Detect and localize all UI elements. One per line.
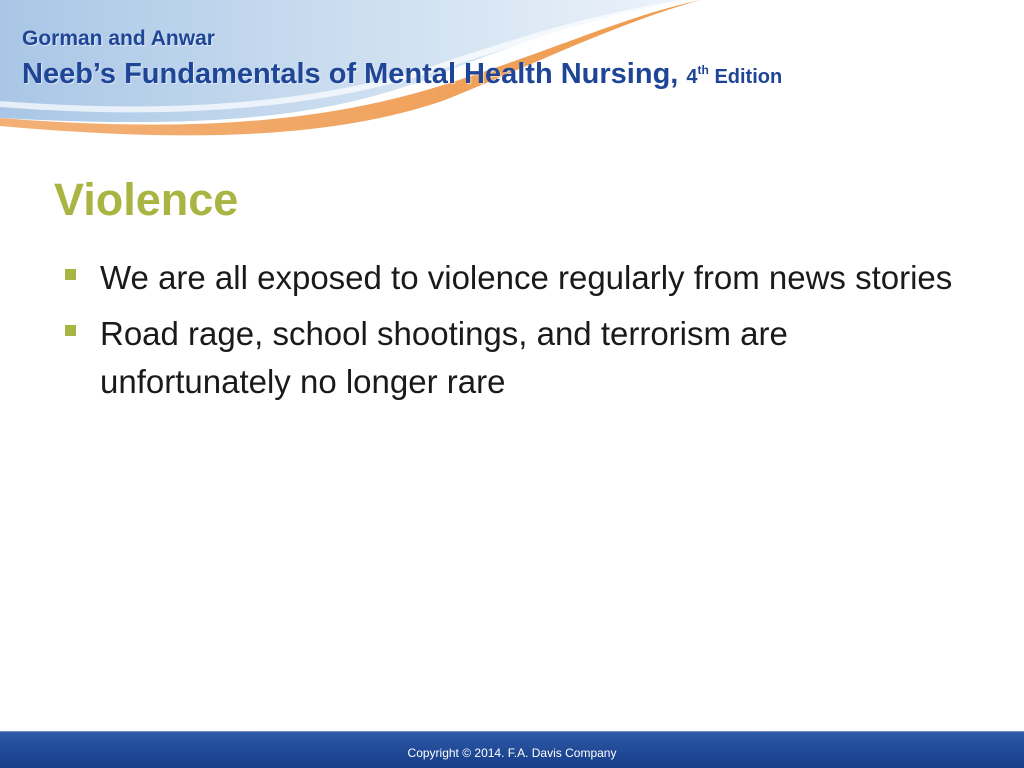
square-bullet-icon (65, 269, 76, 280)
edition-number: 4 (686, 66, 698, 88)
bullet-list (62, 254, 962, 414)
copyright-text: Copyright © 2014. F.A. Davis Company (407, 746, 617, 760)
book-title-text: Neeb’s Fundamentals of Mental Health Nursing, (22, 58, 679, 90)
footer-bar (0, 731, 1024, 768)
authors: Gorman and Anwar (22, 27, 215, 50)
edition (686, 63, 783, 88)
bullet-item (62, 254, 962, 302)
edition-suffix: th (697, 63, 709, 77)
book-title (22, 53, 782, 94)
bullet-text: We are all exposed to violence regularly from news stories (100, 259, 953, 296)
square-bullet-icon (65, 325, 76, 336)
bullet-text: Road rage, school shootings, and terrorism are unfortunately no longer rare (100, 315, 788, 400)
slide-title: Violence (54, 174, 239, 225)
header-text (22, 26, 782, 94)
bullet-item (62, 310, 962, 406)
edition-word: Edition (714, 66, 783, 88)
